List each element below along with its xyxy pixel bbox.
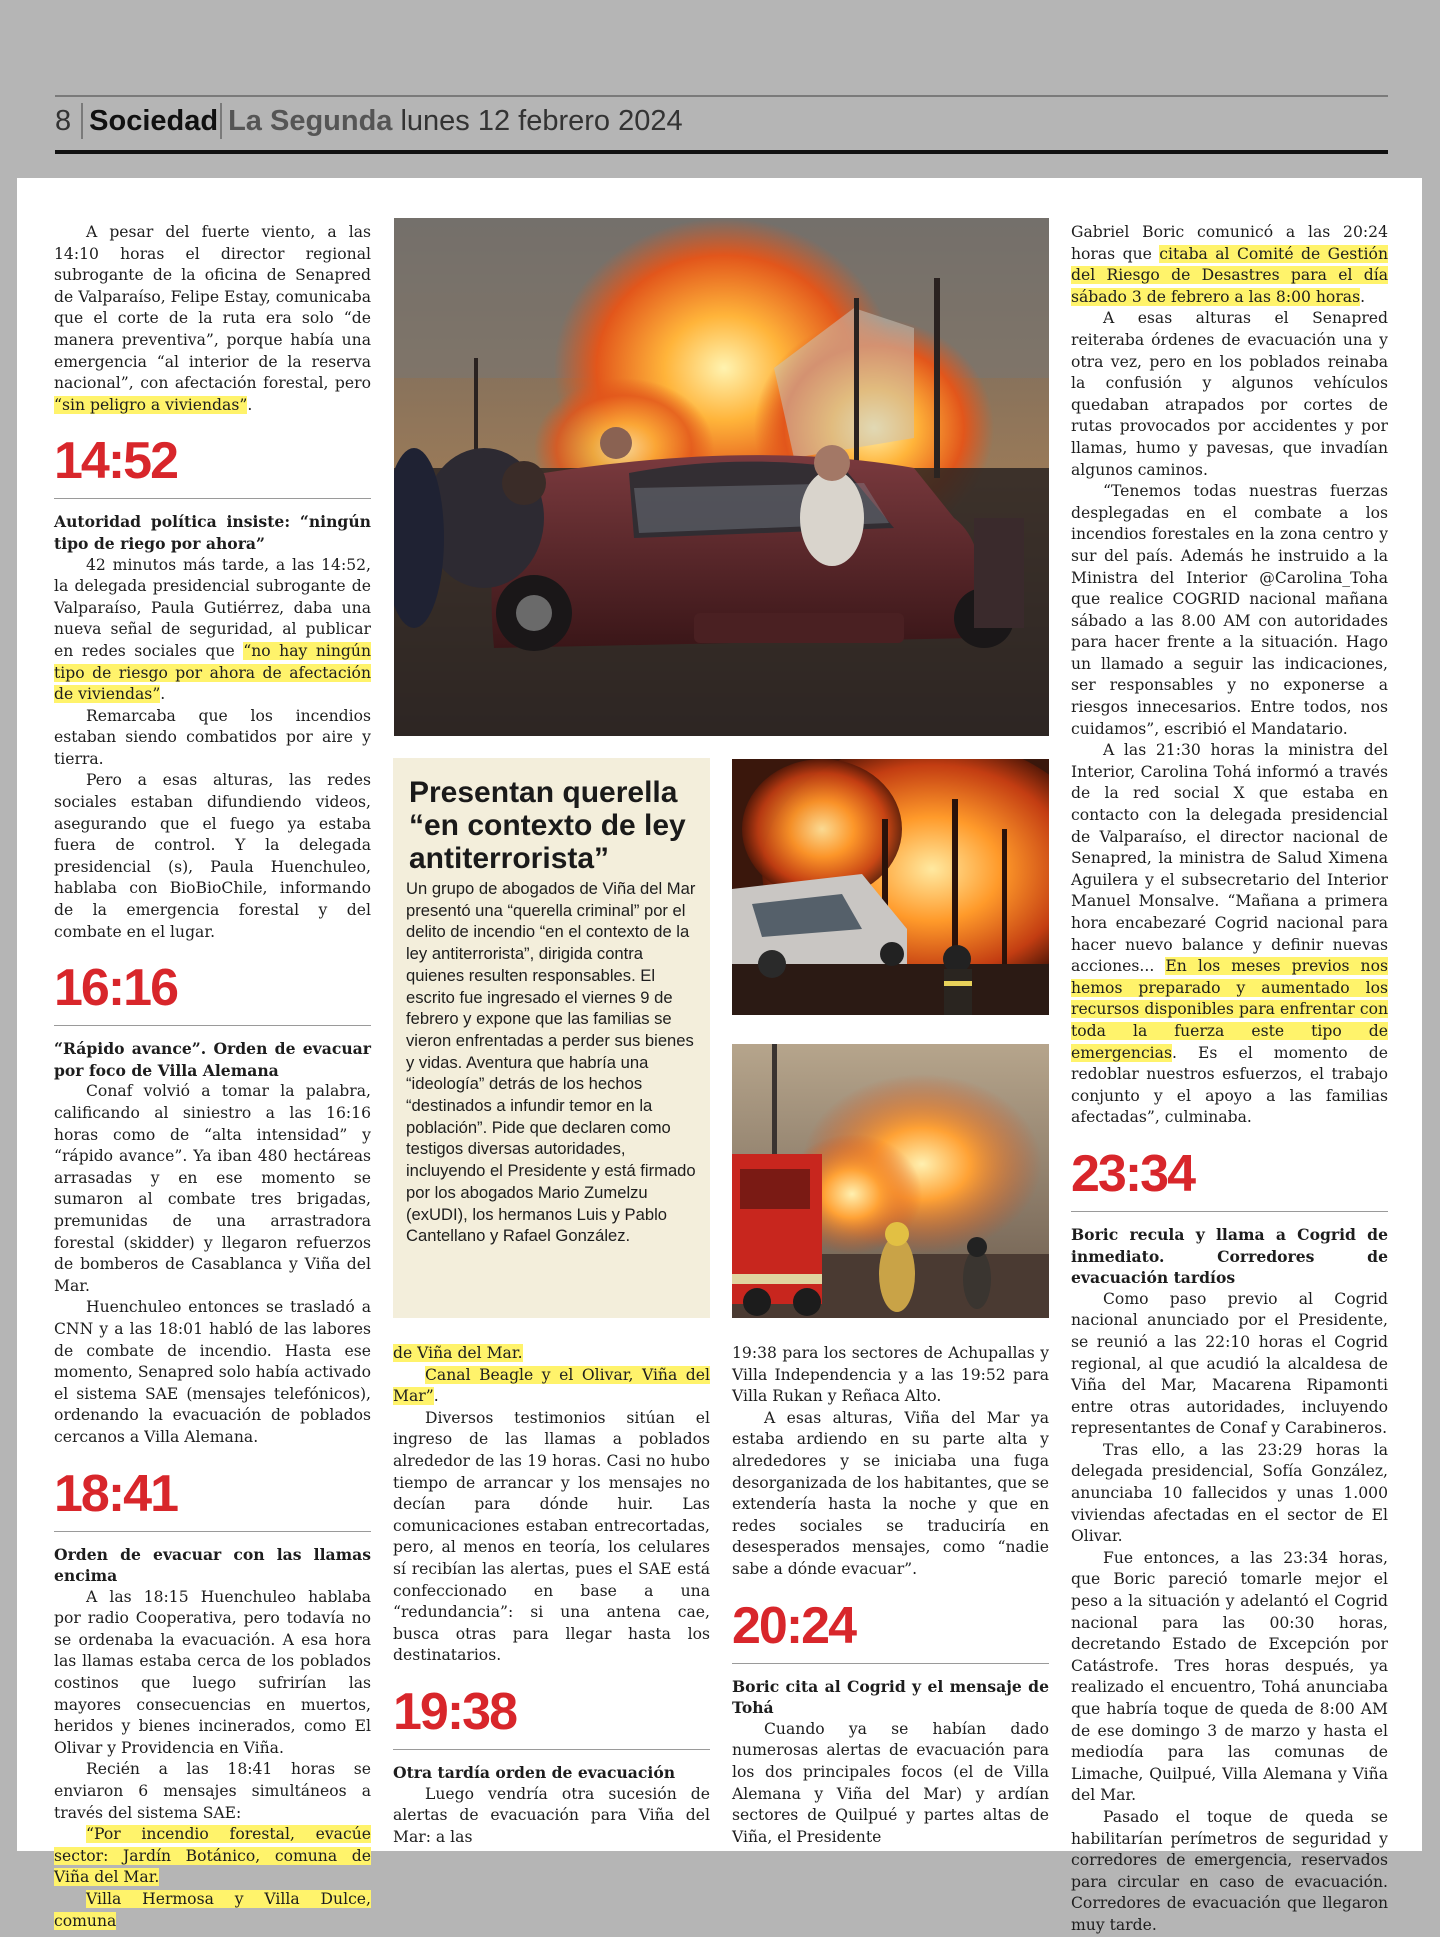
box-body: Un grupo de abogados de Viña del Mar presentó una “querella criminal” por el delito de incendio “en el contexto de la ley antiterrorista”, dirigida contra quienes resulten responsables. El escrito fue ingresado el viernes 9 de febrero y expone que las familias se vieron enfrentadas a perder sus bienes y vidas. Aventura que habría una “ideología” detrás de los hechos “destinados a infundir temor en la población”. Pide que declaren como testigos diversas autoridades, incluyendo el Presidente y está firmado por los abogados Mario Zumelzu (exUDI), los hermanos Luis y Pablo Cantellano y Rafael González. xyxy=(406,879,696,1246)
paragraph xyxy=(54,1824,371,1889)
timestamp-2024: 20:24 xyxy=(732,1596,855,1655)
paragraph: Remarcaba que los incendios estaban siendo combatidos por aire y tierra. xyxy=(54,706,371,768)
header-separator xyxy=(220,103,222,139)
paragraph: Gabriel Boric comunicó a las 20:24 horas que citaba al Comité de Gestión del Riesgo de Desastres para el día sábado 3 de febrero a las 8:00 horas. xyxy=(1071,223,1388,306)
paragraph: 19:38 para los sectores de Achupallas y Villa Independencia y a las 19:52 para Villa Rukan y Reñaca Alto. xyxy=(732,1344,1049,1406)
paragraph: Huenchuleo entonces se trasladó a CNN y a las 18:01 habló de las labores de combate de incendio. Hasta ese momento, Senapred solo había activado el sistema SAE (mensajes telefónicos), ordenando la evacuación de poblados cercanos a Villa Alemana. xyxy=(54,1298,371,1446)
page-header xyxy=(0,0,1440,178)
timestamp-2334: 23:34 xyxy=(1071,1144,1194,1203)
paragraph: Tras ello, a las 23:29 horas la delegada presidencial, Sofía González, anunciaba 10 fallecidos y unas 1.000 viviendas afectadas en el sector de El Olivar. xyxy=(1071,1440,1388,1546)
section-rule xyxy=(54,1025,371,1026)
publication-name: La Segunda xyxy=(228,104,393,137)
paragraph: Conaf volvió a tomar la palabra, calificando al siniestro a las 16:16 horas como de “alta intensidad” y “rápido avance”. Ya iban 480 hectáreas arrasadas y en ese momento se sumaron al combate tres brigadas, premunidas de una arrastradora forestal (skidder) y llegaron refuerzos de bomberos de Casablanca y Viña del Mar. xyxy=(54,1082,371,1295)
timestamp-1452: 14:52 xyxy=(54,432,177,491)
paragraph: 42 minutos más tarde, a las 14:52, la delegada presidencial subrogante de Valparaíso, Paula Gutiérrez, daba una nueva señal de seguridad, al publicar en redes sociales que “no hay ningún tipo de riesgo por ahora de afectación de viviendas”. xyxy=(54,555,371,704)
paragraph: Luego vendría otra sucesión de alertas de evacuación para Viña del Mar: a las xyxy=(393,1784,710,1846)
column-1 xyxy=(54,222,371,1932)
section-rule xyxy=(1071,1211,1388,1212)
subheading: “Rápido avance”. Orden de evacuar por foco de Villa Alemana xyxy=(54,1039,371,1080)
page-number: 8 xyxy=(55,104,72,137)
timestamp-1841: 18:41 xyxy=(54,1464,177,1523)
highlight: “sin peligro a viviendas” xyxy=(54,395,248,414)
highlight: En los meses previos nos hemos preparado y aumentado los recursos disponibles para enfrentar con toda la fuerza este tipo de emergencias xyxy=(1071,957,1388,1062)
paragraph: A esas alturas el Senapred reiteraba órdenes de evacuación una y otra vez, pero en los poblados reinaba la confusión y algunos vehículos quedaban atrapados por cortes de rutas provocados por accidentes y por llamas, humo y pavesas, que invadían algunos caminos. xyxy=(1071,309,1388,479)
newspaper-page xyxy=(17,178,1422,1934)
highlight: citaba al Comité de Gestión del Riesgo de Desastres para el día sábado 3 de febrero a las 8:00 horas xyxy=(1071,244,1388,306)
header-top-rule xyxy=(55,95,1388,97)
section-name: Sociedad xyxy=(89,104,219,137)
header-row xyxy=(55,100,683,142)
paragraph: A esas alturas, Viña del Mar ya estaba ardiendo en su parte alta y alrededores y se iniciaba una fuga desorganizada de los habitantes, que se extendería hasta la noche y que en redes sociales se traduciría en desesperados mensajes, como “nadie sabe a dónde evacuar”. xyxy=(732,1408,1049,1578)
subheading: Orden de evacuar con las llamas encima xyxy=(54,1544,371,1586)
column-2 xyxy=(393,1343,710,1848)
section-rule xyxy=(732,1663,1049,1664)
section-rule xyxy=(54,498,371,499)
section-rule xyxy=(54,1531,371,1532)
paragraph: Como paso previo al Cogrid nacional anunciado por el Presidente, se reunió a las 22:10 horas el Cogrid regional, al que acudió la alcaldesa de Viña del Mar, Macarena Ripamonti entre otras autoridades, incluyendo representantes de Conaf y Carabineros. xyxy=(1071,1289,1388,1438)
fire-house-illustration xyxy=(732,759,1049,1015)
paragraph: A las 21:30 horas la ministra del Interior, Carolina Tohá informó a través de la red social X que estaba en contacto con la delegada presidencial de Valparaíso, el director nacional de Senapred, la ministra de Salud Ximena Aguilera y el subsecretario del Interior Manuel Monsalve. “Mañana a primera hora encabezaré Cogrid nacional para hacer nuevo balance y definir nuevas acciones... En los meses previos nos hemos preparado y aumentado los recursos disponibles para enfrentar con toda la fuerza este tipo de emergencias. Es el momento de redoblar nuestros esfuerzos, el trabajo conjunto y el apoyo a las familias afectadas”, culminaba. xyxy=(1071,741,1388,1127)
header-bottom-rule xyxy=(55,150,1388,154)
paragraph: A pesar del fuerte viento, a las 14:10 horas el director regional subrogante de la oficina de Senapred de Valparaíso, Felipe Estay, comunicaba que el corte de la ruta era solo “de manera preventiva”, porque había una emergencia “al interior de la reserva nacional”, con afectación forestal, pero “sin peligro a viviendas”. xyxy=(54,223,371,414)
highlight: Canal Beagle y el Olivar, Viña del Mar” xyxy=(393,1365,710,1406)
subheading: Boric cita al Cogrid y el mensaje de Tohá xyxy=(732,1676,1049,1718)
timestamp-1616: 16:16 xyxy=(54,959,177,1018)
photo-fire-truck xyxy=(732,1044,1049,1318)
paragraph xyxy=(393,1343,710,1365)
column-4 xyxy=(1071,222,1388,1937)
paragraph xyxy=(54,1889,371,1932)
subheading: Otra tardía orden de evacuación xyxy=(393,1762,676,1782)
subheading: Boric recula y llama a Cogrid de inmediato. Corredores de evacuación tardíos xyxy=(1071,1224,1388,1288)
paragraph: Pasado el toque de queda se habilitarían perímetros de seguridad y corredores de emergencia, reservados para circular en caso de evacuación. Corredores de evacuación que llegaron muy tarde. xyxy=(1071,1807,1388,1934)
column-3 xyxy=(732,1343,1049,1848)
highlight: Villa Hermosa y Villa Dulce, comuna xyxy=(54,1890,371,1930)
paragraph: Canal Beagle y el Olivar, Viña del Mar”. xyxy=(393,1365,710,1406)
section-rule xyxy=(393,1749,710,1750)
fire-truck-illustration xyxy=(732,1044,1049,1318)
highlight: de Viña del Mar. xyxy=(393,1344,523,1362)
box-title: Presentan querella “en contexto de ley antiterrorista” xyxy=(409,776,686,875)
issue-date: lunes 12 febrero 2024 xyxy=(400,104,683,137)
paragraph: “Tenemos todas nuestras fuerzas desplegadas en el combate a los incendios forestales en la zona centro y sur del país. Además he instruido a la Ministra del Interior @Carolina_Toha que realice COGRID nacional mañana sábado a las 8.00 AM con autoridades para hacer frente a la situación. Hago un llamado a seguir las indicaciones, ser responsables y no exponerse a riesgos innecesarios. Entre todos, nos cuidamos”, escribió el Mandatario. xyxy=(1071,482,1388,738)
timestamp-1938: 19:38 xyxy=(393,1682,516,1741)
paragraph: Fue entonces, a las 23:34 horas, que Boric pareció tomarle mejor el peso a la situación y adelantó el Cogrid nacional para las 00:30 horas, decretando Estado de Excepción por Catástrofe. Tres horas después, ya realizado el encuentro, Tohá anunciaba que habría toque de queda de 8:00 AM de ese domingo 3 de marzo y hasta el mediodía para las comunas de Limache, Quilpué, Villa Alemana y Viña del Mar. xyxy=(1071,1548,1388,1805)
header-separator xyxy=(81,103,83,139)
highlight: “no hay ningún tipo de riesgo por ahora de afectación de viviendas” xyxy=(54,641,371,704)
paragraph: A las 18:15 Huenchuleo hablaba por radio Cooperativa, pero todavía no se ordenaba la evacuación. A esa hora las llamas estaba cerca de los poblados costinos que luego sufrirían las mayores consecuencias en muertos, heridos y bienes incinerados, como El Olivar y Providencia en Viña. xyxy=(54,1587,371,1757)
photo-firefighters-house xyxy=(732,759,1049,1015)
paragraph: Pero a esas alturas, las redes sociales estaban difundiendo videos, asegurando que el fuego ya estaba fuera de control. Y la delegada presidencial (s), Paula Huenchuleo, hablaba con BioBioChile, informando de la emergencia forestal y del combate en el lugar. xyxy=(54,771,371,941)
paragraph: Recién a las 18:41 horas se enviaron 6 mensajes simultáneos a través del sistema SAE: xyxy=(54,1760,371,1822)
paragraph: Cuando ya se habían dado numerosas alertas de evacuación para los dos principales focos (el de Villa Alemana y Viña del Mar) y ardían sectores de Quilpué y partes altas de Viña, el Presidente xyxy=(732,1719,1049,1846)
subheading: Autoridad política insiste: “ningún tipo de riego por ahora” xyxy=(54,512,371,553)
photo-burning-car xyxy=(394,218,1049,736)
highlight: “Por incendio forestal, evacúe sector: Jardín Botánico, comuna de Viña del Mar. xyxy=(54,1825,371,1887)
fire-scene-illustration xyxy=(394,218,1049,736)
paragraph: Diversos testimonios sitúan el ingreso de las llamas a poblados alrededor de las 19 horas. Casi no hubo tiempo de arrancar y los mensajes no decían para dónde huir. Las comunicaciones estaban entrecortadas, pero, al menos en teoría, los celulares sí recibían las alertas, pues el SAE está confeccionado en base a una “redundancia”: si una antena cae, busca otras para llegar hasta los destinatarios. xyxy=(393,1408,710,1665)
sidebar-box-querella xyxy=(393,758,710,1318)
